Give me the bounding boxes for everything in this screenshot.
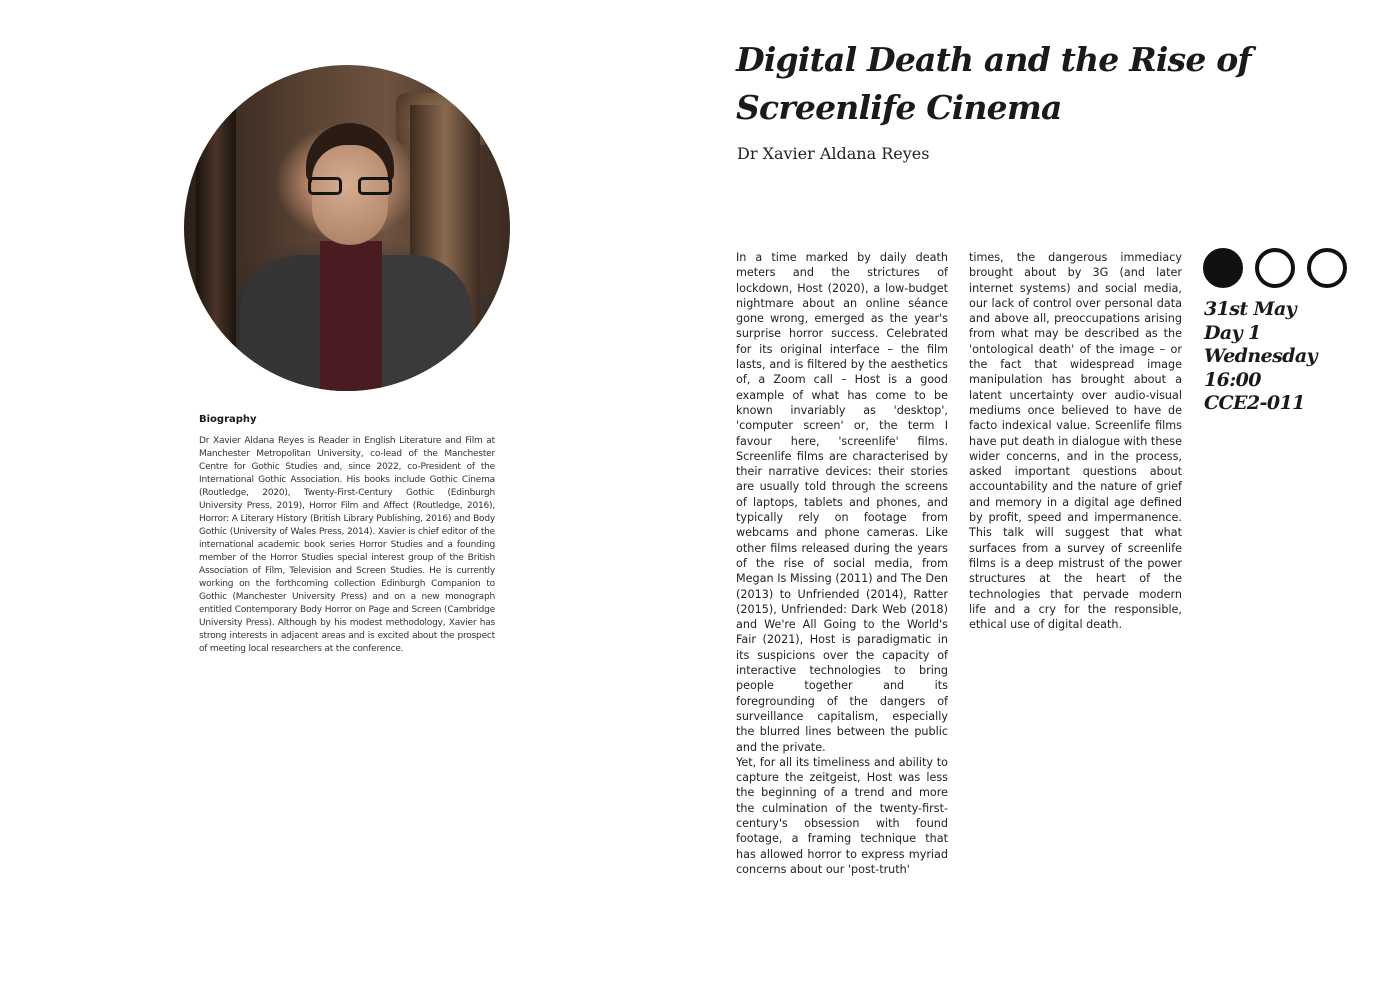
abstract-column-1 (736, 250, 948, 877)
abstract-paragraph: times, the dangerous immediacy brought about by 3G (and later internet systems) and social media, our lack of control over personal data and above all, preoccupations arising from what may be described as the 'ontological death' of the image – or the fact that widespread image manipulation has brought about a latent uncertainty over audio-visual mediums once believed to have de facto indexical value. Screenlife films have put death in dialogue with these wider concerns, and in the process, asked important questions about accountability and the nature of grief and memory in a digital age defined by profit, speed and impermanence. This talk will suggest that what surfaces from a survey of screenlife films is a deep mistrust of the power structures at the heart of the technologies that pervade modern life and a cry for the responsible, ethical use of digital death. (969, 251, 1182, 632)
session-room: CCE2-011 (1204, 392, 1305, 414)
abstract-column-2 (969, 250, 1182, 632)
abstract-paragraph: Yet, for all its timeliness and ability to capture the zeitgeist, Host was less the beginning of a trend and more the culmination of the twenty-first-century's obsession with found footage, a framing technique that has allowed horror to express myriad concerns about our 'post-truth' (736, 755, 948, 876)
biography-heading: Biography (199, 414, 257, 425)
day-dot-filled-icon (1203, 248, 1243, 288)
speaker-portrait (184, 65, 510, 391)
session-info (1204, 298, 1317, 416)
session-date: 31st May (1204, 298, 1297, 320)
session-day: Day 1 (1204, 321, 1261, 344)
session-weekday: Wednesday (1204, 345, 1317, 367)
day-dot-empty-icon (1307, 248, 1347, 288)
session-time: 16:00 (1204, 368, 1261, 391)
day-indicator (1203, 248, 1349, 290)
day-dot-empty-icon (1255, 248, 1295, 288)
abstract-paragraph: In a time marked by daily death meters and the strictures of lockdown, Host (2020), a low-budget nightmare about an online séance gone wrong, emerged as the year's surprise horror success. Celebrated for its original interface – the film lasts, and is filtered by the aesthetics of, a Zoom call – Host is a good example of what has come to be known invariably as 'desktop', 'computer screen' or, the term I favour here, 'screenlife' films. Screenlife films are characterised by their narrative devices: their stories are usually told through the screens of laptops, tablets and phones, and typically rely on footage from webcams and phone cameras. Like other films released during the years of the rise of social media, from Megan Is Missing (2011) and The Den (2013) to Unfriended (2014), Ratter (2015), Unfriended: Dark Web (2018) and We're All Going to the World's Fair (2021), Host is paradigmatic in its suspicions over the capacity of interactive technologies to bring people together and its foregrounding of the dangers of surveillance capitalism, especially the blurred lines between the public and the private. (736, 251, 948, 754)
biography-text: Dr Xavier Aldana Reyes is Reader in English Literature and Film at Manchester Metropolitan University, co-lead of the Manchester Centre for Gothic Studies and, since 2022, co-President of the International Gothic Association. His books include Gothic Cinema (Routledge, 2020), Twenty-First-Century Gothic (Edinburgh University Press, 2019), Horror Film and Affect (Routledge, 2016), Horror: A Literary History (British Library Publishing, 2016) and Body Gothic (University of Wales Press, 2014). Xavier is chief editor of the international academic book series Horror Studies and a founding member of the Horror Studies special interest group of the British Association of Film, Television and Screen Studies. He is currently working on the forthcoming collection Edinburgh Companion to Gothic (Manchester University Press) and on a new monograph entitled Contemporary Body Horror on Page and Screen (Cambridge University Press). Although by his modest methodology, Xavier has strong interests in adjacent areas and is excited about the prospect of meeting local researchers at the conference. (199, 436, 495, 654)
speaker-name: Dr Xavier Aldana Reyes (737, 144, 930, 163)
talk-title: Digital Death and the Rise of Screenlife Cinema (736, 40, 1251, 127)
